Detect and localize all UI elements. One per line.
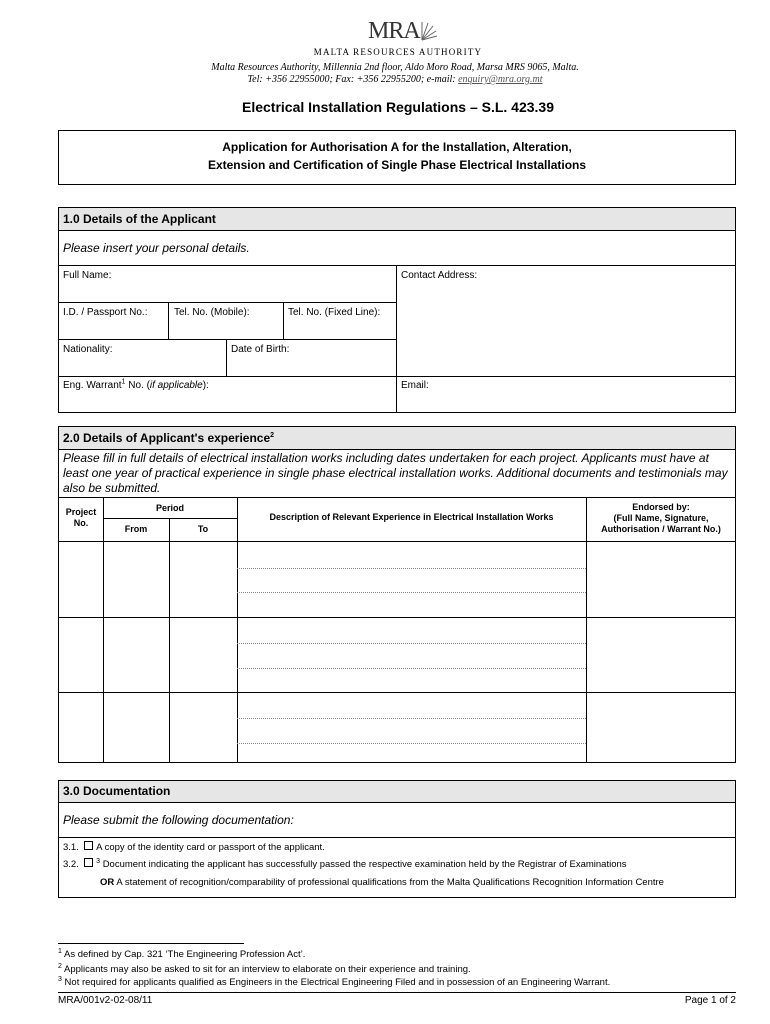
section-1-heading: 1.0 Details of the Applicant <box>63 212 216 226</box>
section-2-heading: 2.0 Details of Applicant's experience$^2$ <box>63 431 275 445</box>
subtitle-line-2: Extension and Certification of Single Phase Electrical Installations <box>207 158 587 172</box>
footnote-1: $^1$ As defined by Cap. 321 ‘The Engineering Profession Act’. <box>58 947 306 960</box>
section-1-instruction: Please insert your personal details. <box>63 241 250 255</box>
sunburst-icon <box>420 20 438 42</box>
col-to: To <box>197 524 209 534</box>
page-title: Electrical Installation Regulations – S.L. 423.39 <box>242 99 554 115</box>
address-line-2: Tel: +356 22955000; Fax: +356 22955200; e-mail: enquiry@mra.org.mt <box>247 74 543 85</box>
col-project-no: Project No. <box>65 507 97 528</box>
mra-logo <box>368 18 428 48</box>
field-tel-mobile[interactable]: Tel. No. (Mobile): <box>174 307 250 318</box>
field-id-passport[interactable]: I.D. / Passport No.: <box>63 307 148 318</box>
doc-item-3-1: 3.1. A copy of the identity card or passport of the applicant. <box>63 842 325 853</box>
org-name: MALTA RESOURCES AUTHORITY <box>313 47 483 57</box>
field-dob[interactable]: Date of Birth: <box>231 344 290 355</box>
col-from: From <box>124 524 148 534</box>
footnote-rule <box>58 943 244 944</box>
checkbox-3-2[interactable] <box>84 858 93 867</box>
field-eng-warrant[interactable]: Eng. Warrant$^1$ No. (if applicable): <box>63 378 209 391</box>
field-tel-fixed[interactable]: Tel. No. (Fixed Line): <box>288 307 381 318</box>
doc-item-3-2: 3.2. $^3$ Document indicating the applicant has successfully passed the respective examination held by the Registrar of Examinations <box>63 857 627 870</box>
field-nationality[interactable]: Nationality: <box>63 344 113 355</box>
page-number: Page 1 of 2 <box>684 995 736 1006</box>
section-2-instruction: Please fill in full details of electrical installation works including dates undertaken for each project. Applicants must have at least one year of practical experience in single phase electrical installation works. Additional documents and testimonials may also be submitted. <box>63 451 728 495</box>
subtitle-line-1: Application for Authorisation A for the Installation, Alteration, <box>222 140 572 154</box>
col-description: Description of Relevant Experience in Electrical Installation Works <box>269 512 554 522</box>
section-3-instruction: Please submit the following documentation: <box>63 813 294 827</box>
col-endorsed: Endorsed by: (Full Name, Signature, Authorisation / Warrant No.) <box>601 502 721 534</box>
footnote-3: $^3$ Not required for applicants qualified as Engineers in the Electrical Engineering Filed and in possession of an Engineering Warrant. <box>58 975 611 988</box>
email-link[interactable]: enquiry@mra.org.mt <box>458 74 543 85</box>
footer-rule <box>58 992 736 993</box>
footnote-2: $^2$ Applicants may also be asked to sit for an interview to elaborate on their experience and training. <box>58 962 471 975</box>
checkbox-3-1[interactable] <box>84 841 93 850</box>
section-3-heading: 3.0 Documentation <box>63 784 171 798</box>
field-full-name[interactable]: Full Name: <box>63 270 112 281</box>
address-line-1: Malta Resources Authority, Millennia 2nd floor, Aldo Moro Road, Marsa MRS 9065, Malta. <box>211 62 579 73</box>
field-email[interactable]: Email: <box>401 380 429 391</box>
field-contact-address[interactable]: Contact Address: <box>401 270 478 281</box>
logo-text: MRA <box>368 18 420 44</box>
doc-reference: MRA/001v2-02-08/11 <box>58 995 153 1006</box>
doc-item-3-2-or: OR A statement of recognition/comparability of professional qualifications from the Malta Qualifications Recognition Information Centre <box>100 877 664 888</box>
col-period: Period <box>155 503 184 513</box>
